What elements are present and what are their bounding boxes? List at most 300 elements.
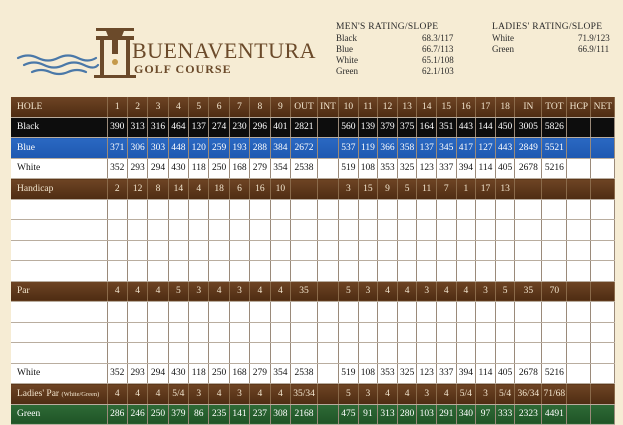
score-entry-cell[interactable] [515, 343, 542, 364]
score-cell: 354 [270, 363, 290, 384]
score-entry-cell[interactable] [229, 240, 249, 261]
score-cell: 353 [378, 158, 398, 179]
score-entry-cell[interactable] [209, 261, 229, 282]
score-cell [567, 158, 591, 179]
hole-header-row [11, 97, 615, 117]
score-entry-cell[interactable] [339, 322, 359, 343]
score-entry-cell[interactable] [456, 261, 476, 282]
score-entry-cell[interactable] [148, 322, 168, 343]
score-entry-cell[interactable] [107, 261, 127, 282]
score-entry-cell[interactable] [542, 220, 567, 241]
score-entry-cell[interactable] [189, 220, 209, 241]
score-entry-cell[interactable] [515, 322, 542, 343]
score-cell: 4 [397, 281, 417, 302]
score-entry-cell[interactable] [417, 199, 437, 220]
score-entry-cell[interactable] [250, 261, 270, 282]
score-entry-cell[interactable] [476, 199, 496, 220]
water-waves-icon [18, 56, 98, 75]
hole-header-cell: INT [318, 97, 339, 117]
score-cell [515, 179, 542, 200]
score-entry-cell[interactable] [542, 343, 567, 364]
score-entry-cell[interactable] [339, 220, 359, 241]
score-entry-cell[interactable] [397, 302, 417, 323]
score-entry-cell[interactable] [417, 302, 437, 323]
score-entry-cell[interactable] [291, 220, 318, 241]
score-cell: 4 [127, 281, 147, 302]
score-entry-cell[interactable] [378, 322, 398, 343]
score-entry-cell[interactable] [107, 302, 127, 323]
score-cell: 4 [378, 281, 398, 302]
hole-header-cell: 5 [189, 97, 209, 117]
score-entry-cell[interactable] [127, 240, 147, 261]
score-entry-cell[interactable] [339, 199, 359, 220]
score-entry-cell[interactable] [270, 343, 290, 364]
score-cell: 274 [209, 117, 229, 138]
score-cell: 4 [436, 384, 456, 405]
scorecard-table [11, 97, 615, 425]
score-cell: 351 [436, 117, 456, 138]
score-entry-cell[interactable] [291, 199, 318, 220]
score-cell: 2 [107, 179, 127, 200]
score-entry-cell[interactable] [476, 343, 496, 364]
score-cell: 168 [229, 363, 249, 384]
mission-bell-tower-icon [94, 28, 136, 78]
score-entry-cell[interactable] [107, 199, 127, 220]
score-entry-cell[interactable] [591, 199, 615, 220]
score-entry-cell[interactable] [168, 322, 188, 343]
score-entry-cell[interactable] [476, 261, 496, 282]
score-entry-cell[interactable] [456, 302, 476, 323]
score-entry-cell[interactable] [591, 322, 615, 343]
score-cell: 279 [250, 158, 270, 179]
score-cell: 4 [270, 281, 290, 302]
score-cell: 4 [107, 281, 127, 302]
score-entry-cell[interactable] [476, 220, 496, 241]
blank-score-row [11, 302, 615, 323]
score-cell: 4 [189, 179, 209, 200]
score-entry-cell[interactable] [456, 240, 476, 261]
hole-header-cell: 6 [209, 97, 229, 117]
score-cell: 390 [107, 117, 127, 138]
score-entry-cell[interactable] [209, 240, 229, 261]
score-entry-cell[interactable] [567, 302, 591, 323]
score-entry-cell[interactable] [495, 220, 515, 241]
score-entry-cell[interactable] [250, 302, 270, 323]
score-cell: 443 [456, 117, 476, 138]
score-entry-cell[interactable] [339, 343, 359, 364]
score-cell: 4 [107, 384, 127, 405]
score-entry-cell[interactable] [339, 302, 359, 323]
score-cell [318, 138, 339, 159]
score-cell: 123 [417, 158, 437, 179]
score-entry-cell[interactable] [209, 343, 229, 364]
score-cell: 5 [495, 281, 515, 302]
score-entry-cell[interactable] [567, 240, 591, 261]
score-entry-cell[interactable] [250, 220, 270, 241]
row-label [11, 117, 107, 138]
row-label[interactable] [11, 240, 107, 261]
mens-rating-value: 65.1/108 [422, 55, 454, 65]
score-entry-cell[interactable] [318, 343, 339, 364]
score-entry-cell[interactable] [567, 322, 591, 343]
score-entry-cell[interactable] [270, 302, 290, 323]
row-label[interactable] [11, 261, 107, 282]
score-entry-cell[interactable] [318, 199, 339, 220]
score-entry-cell[interactable] [229, 322, 249, 343]
score-entry-cell[interactable] [456, 199, 476, 220]
score-entry-cell[interactable] [318, 261, 339, 282]
score-entry-cell[interactable] [318, 302, 339, 323]
score-entry-cell[interactable] [476, 322, 496, 343]
score-entry-cell[interactable] [378, 343, 398, 364]
score-entry-cell[interactable] [250, 199, 270, 220]
score-entry-cell[interactable] [542, 302, 567, 323]
score-entry-cell[interactable] [291, 343, 318, 364]
score-cell: 4 [148, 281, 168, 302]
score-entry-cell[interactable] [168, 261, 188, 282]
score-cell: 3 [358, 281, 378, 302]
score-entry-cell[interactable] [270, 220, 290, 241]
score-cell: 5521 [542, 138, 567, 159]
hole-header-cell: 11 [358, 97, 378, 117]
score-cell: 4 [209, 281, 229, 302]
score-cell [591, 281, 615, 302]
score-entry-cell[interactable] [209, 302, 229, 323]
score-entry-cell[interactable] [542, 240, 567, 261]
score-entry-cell[interactable] [436, 220, 456, 241]
score-entry-cell[interactable] [318, 322, 339, 343]
score-cell: 71/68 [542, 384, 567, 405]
score-entry-cell[interactable] [358, 220, 378, 241]
score-cell: 119 [358, 138, 378, 159]
score-cell: 519 [339, 363, 359, 384]
hole-header-cell: OUT [291, 97, 318, 117]
score-cell [591, 117, 615, 138]
row-label [11, 179, 107, 200]
score-cell [542, 179, 567, 200]
score-entry-cell[interactable] [495, 199, 515, 220]
score-cell: 337 [436, 363, 456, 384]
score-entry-cell[interactable] [189, 302, 209, 323]
score-entry-cell[interactable] [397, 322, 417, 343]
blue-row [11, 138, 615, 159]
hole-header-cell: 9 [270, 97, 290, 117]
score-entry-cell[interactable] [189, 240, 209, 261]
score-entry-cell[interactable] [456, 343, 476, 364]
score-cell [567, 363, 591, 384]
score-cell: 164 [417, 117, 437, 138]
score-entry-cell[interactable] [417, 322, 437, 343]
score-entry-cell[interactable] [417, 240, 437, 261]
row-label [11, 384, 107, 405]
score-entry-cell[interactable] [567, 343, 591, 364]
score-cell: 296 [250, 117, 270, 138]
score-entry-cell[interactable] [476, 302, 496, 323]
score-cell: 17 [476, 179, 496, 200]
score-cell: 286 [107, 404, 127, 425]
score-cell: 2678 [515, 363, 542, 384]
score-entry-cell[interactable] [127, 199, 147, 220]
score-cell: 2821 [291, 117, 318, 138]
score-cell: 5 [168, 281, 188, 302]
score-entry-cell[interactable] [591, 240, 615, 261]
score-cell: 394 [456, 363, 476, 384]
score-entry-cell[interactable] [495, 240, 515, 261]
score-entry-cell[interactable] [148, 220, 168, 241]
score-cell [567, 117, 591, 138]
score-cell: 250 [209, 158, 229, 179]
score-entry-cell[interactable] [229, 261, 249, 282]
score-entry-cell[interactable] [456, 322, 476, 343]
score-entry-cell[interactable] [270, 199, 290, 220]
score-entry-cell[interactable] [358, 302, 378, 323]
score-cell: 3 [189, 384, 209, 405]
score-entry-cell[interactable] [318, 220, 339, 241]
score-cell [591, 138, 615, 159]
score-cell: 293 [127, 158, 147, 179]
score-cell: 35 [291, 281, 318, 302]
score-cell: 3 [229, 384, 249, 405]
score-cell: 12 [127, 179, 147, 200]
score-entry-cell[interactable] [436, 240, 456, 261]
score-entry-cell[interactable] [515, 220, 542, 241]
row-label-text: Black [17, 122, 40, 133]
score-entry-cell[interactable] [397, 343, 417, 364]
score-entry-cell[interactable] [168, 220, 188, 241]
score-cell: 560 [339, 117, 359, 138]
score-entry-cell[interactable] [209, 220, 229, 241]
score-cell: 308 [270, 404, 290, 425]
score-entry-cell[interactable] [495, 322, 515, 343]
score-cell: 114 [476, 363, 496, 384]
score-entry-cell[interactable] [291, 261, 318, 282]
score-entry-cell[interactable] [189, 343, 209, 364]
score-entry-cell[interactable] [436, 261, 456, 282]
hole-header-cell: 10 [339, 97, 359, 117]
score-entry-cell[interactable] [270, 240, 290, 261]
score-entry-cell[interactable] [209, 322, 229, 343]
score-entry-cell[interactable] [378, 302, 398, 323]
brand-subtitle: GOLF COURSE [134, 62, 232, 76]
score-cell: 340 [456, 404, 476, 425]
blank-score-row [11, 322, 615, 343]
mens-rating-row [336, 44, 454, 55]
score-cell: 168 [229, 158, 249, 179]
score-entry-cell[interactable] [515, 199, 542, 220]
row-label[interactable] [11, 322, 107, 343]
score-entry-cell[interactable] [107, 322, 127, 343]
score-entry-cell[interactable] [148, 302, 168, 323]
hole-header-cell: NET [591, 97, 615, 117]
score-cell: 448 [168, 138, 188, 159]
hole-header-cell: 4 [168, 97, 188, 117]
score-cell: 2538 [291, 363, 318, 384]
score-entry-cell[interactable] [339, 240, 359, 261]
score-entry-cell[interactable] [378, 261, 398, 282]
score-entry-cell[interactable] [542, 199, 567, 220]
score-cell: 294 [148, 363, 168, 384]
score-entry-cell[interactable] [378, 240, 398, 261]
mens-ratings-title: MEN'S RATING/SLOPE [336, 22, 439, 32]
score-cell: 120 [189, 138, 209, 159]
score-entry-cell[interactable] [476, 240, 496, 261]
score-entry-cell[interactable] [291, 240, 318, 261]
score-entry-cell[interactable] [229, 302, 249, 323]
score-cell: 291 [436, 404, 456, 425]
blank-score-row [11, 240, 615, 261]
score-entry-cell[interactable] [127, 343, 147, 364]
score-cell: 2849 [515, 138, 542, 159]
score-entry-cell[interactable] [436, 302, 456, 323]
ladies-rating-tee: White [492, 33, 514, 43]
score-entry-cell[interactable] [127, 322, 147, 343]
score-cell: 11 [417, 179, 437, 200]
score-entry-cell[interactable] [339, 261, 359, 282]
score-entry-cell[interactable] [436, 199, 456, 220]
score-cell: 430 [168, 363, 188, 384]
score-entry-cell[interactable] [358, 322, 378, 343]
score-entry-cell[interactable] [397, 199, 417, 220]
score-entry-cell[interactable] [542, 322, 567, 343]
score-cell: 35/34 [291, 384, 318, 405]
score-cell: 10 [270, 179, 290, 200]
score-entry-cell[interactable] [168, 302, 188, 323]
score-entry-cell[interactable] [358, 261, 378, 282]
score-cell: 250 [209, 363, 229, 384]
row-label[interactable] [11, 220, 107, 241]
score-cell [567, 384, 591, 405]
score-entry-cell[interactable] [168, 199, 188, 220]
score-entry-cell[interactable] [291, 322, 318, 343]
row-label-text: Blue [17, 142, 35, 153]
score-entry-cell[interactable] [591, 302, 615, 323]
score-entry-cell[interactable] [397, 240, 417, 261]
score-entry-cell[interactable] [189, 322, 209, 343]
score-entry-cell[interactable] [270, 322, 290, 343]
hole-header-cell: 3 [148, 97, 168, 117]
score-entry-cell[interactable] [591, 220, 615, 241]
score-entry-cell[interactable] [148, 240, 168, 261]
score-entry-cell[interactable] [456, 220, 476, 241]
ladies-rating-tee: Green [492, 44, 514, 54]
score-entry-cell[interactable] [495, 261, 515, 282]
score-cell: 5 [339, 384, 359, 405]
score-entry-cell[interactable] [229, 199, 249, 220]
score-entry-cell[interactable] [107, 240, 127, 261]
score-cell: 35 [515, 281, 542, 302]
score-cell: 3 [189, 281, 209, 302]
row-label[interactable] [11, 343, 107, 364]
score-entry-cell[interactable] [291, 302, 318, 323]
score-entry-cell[interactable] [250, 322, 270, 343]
score-cell: 405 [495, 158, 515, 179]
score-cell: 5216 [542, 363, 567, 384]
score-entry-cell[interactable] [168, 240, 188, 261]
green-row [11, 404, 615, 425]
score-cell: 5/4 [495, 384, 515, 405]
row-label-text: White [17, 163, 41, 174]
score-cell: 127 [476, 138, 496, 159]
score-cell: 3 [339, 179, 359, 200]
score-cell: 4 [456, 281, 476, 302]
hole-header-cell: 14 [417, 97, 437, 117]
score-cell: 36/34 [515, 384, 542, 405]
score-entry-cell[interactable] [515, 302, 542, 323]
score-entry-cell[interactable] [417, 343, 437, 364]
score-cell: 123 [417, 363, 437, 384]
score-entry-cell[interactable] [358, 240, 378, 261]
score-entry-cell[interactable] [229, 220, 249, 241]
score-entry-cell[interactable] [148, 199, 168, 220]
score-entry-cell[interactable] [515, 240, 542, 261]
score-cell: 2168 [291, 404, 318, 425]
score-entry-cell[interactable] [436, 322, 456, 343]
score-entry-cell[interactable] [567, 261, 591, 282]
score-entry-cell[interactable] [358, 199, 378, 220]
score-entry-cell[interactable] [358, 343, 378, 364]
score-entry-cell[interactable] [148, 261, 168, 282]
score-entry-cell[interactable] [542, 261, 567, 282]
score-entry-cell[interactable] [209, 199, 229, 220]
hole-header-cell: 13 [397, 97, 417, 117]
score-cell [591, 404, 615, 425]
score-entry-cell[interactable] [250, 240, 270, 261]
row-label[interactable] [11, 199, 107, 220]
score-cell: 379 [378, 117, 398, 138]
ladies-rating-row [492, 33, 610, 44]
score-cell [591, 179, 615, 200]
score-entry-cell[interactable] [270, 261, 290, 282]
score-entry-cell[interactable] [567, 199, 591, 220]
score-cell: 235 [209, 404, 229, 425]
score-entry-cell[interactable] [567, 220, 591, 241]
score-entry-cell[interactable] [229, 343, 249, 364]
score-entry-cell[interactable] [378, 199, 398, 220]
score-cell: 13 [495, 179, 515, 200]
score-entry-cell[interactable] [378, 220, 398, 241]
score-entry-cell[interactable] [189, 199, 209, 220]
row-label[interactable] [11, 302, 107, 323]
score-entry-cell[interactable] [495, 302, 515, 323]
score-entry-cell[interactable] [591, 343, 615, 364]
score-entry-cell[interactable] [591, 261, 615, 282]
score-cell: 4 [148, 384, 168, 405]
score-entry-cell[interactable] [127, 220, 147, 241]
score-entry-cell[interactable] [189, 261, 209, 282]
score-entry-cell[interactable] [417, 220, 437, 241]
score-entry-cell[interactable] [107, 220, 127, 241]
score-cell [318, 281, 339, 302]
score-entry-cell[interactable] [397, 261, 417, 282]
score-entry-cell[interactable] [107, 343, 127, 364]
mens-rating-tee: Green [336, 66, 358, 76]
score-entry-cell[interactable] [397, 220, 417, 241]
score-entry-cell[interactable] [318, 240, 339, 261]
score-cell: 5/4 [456, 384, 476, 405]
score-entry-cell[interactable] [127, 261, 147, 282]
score-entry-cell[interactable] [168, 343, 188, 364]
score-entry-cell[interactable] [148, 343, 168, 364]
score-entry-cell[interactable] [495, 343, 515, 364]
score-entry-cell[interactable] [436, 343, 456, 364]
score-cell: 6 [229, 179, 249, 200]
score-entry-cell[interactable] [127, 302, 147, 323]
score-entry-cell[interactable] [515, 261, 542, 282]
score-entry-cell[interactable] [417, 261, 437, 282]
score-entry-cell[interactable] [250, 343, 270, 364]
score-cell: 4 [250, 384, 270, 405]
row-label-text: Par [17, 286, 30, 297]
